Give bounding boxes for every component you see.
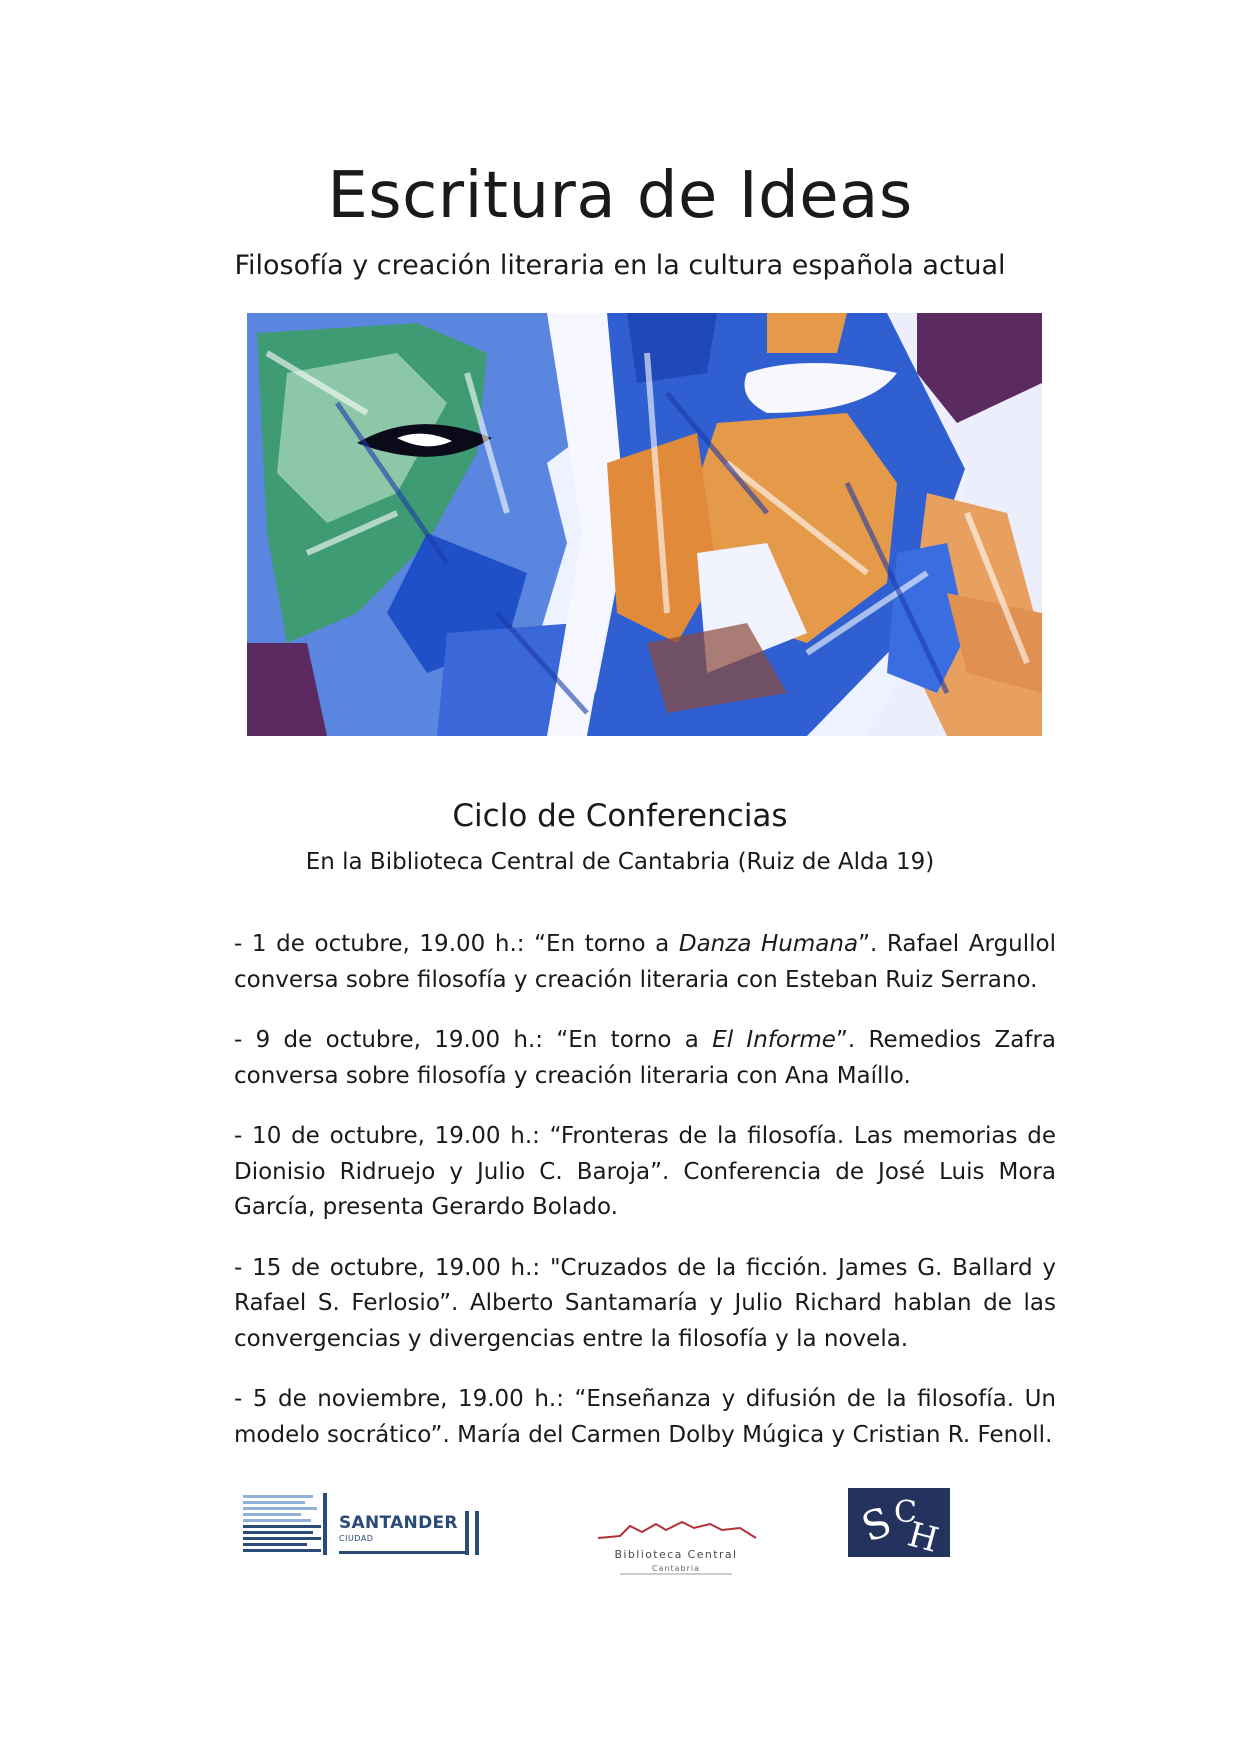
event-list: [234, 904, 1056, 1478]
event-item: - 1 de octubre, 19.00 h.: “En torno a Danza Humana”. Rafael Argullol conversa sobre filosofía y creación literaria con Esteban Ruiz Serrano.: [234, 931, 1057, 993]
biblioteca-subtitle: Cantabria: [651, 1564, 701, 1573]
event-item: - 9 de octubre, 19.00 h.: “En torno a El Informe”. Remedios Zafra conversa sobre filosofía y creación literaria con Ana Maíllo.: [234, 1027, 1057, 1089]
section-heading: Ciclo de Conferencias: [452, 798, 788, 834]
svg-text:C: C: [894, 1495, 917, 1530]
sch-monogram-icon: [848, 1488, 950, 1557]
page-subtitle: Filosofía y creación literaria en la cultura española actual: [234, 250, 1006, 281]
svg-text:S: S: [855, 1498, 898, 1552]
biblioteca-central-logo: [590, 1518, 762, 1578]
abstract-faces-painting-icon: [247, 313, 1042, 736]
venue-line: En la Biblioteca Central de Cantabria (Ruiz de Alda 19): [305, 849, 935, 875]
santander-wordmark: SANTANDER: [339, 1513, 458, 1533]
biblioteca-wordmark: Biblioteca Central: [614, 1548, 738, 1561]
event-item: - 15 de octubre, 19.00 h.: "Cruzados de la ficción. James G. Ballard y Rafael S. Ferlosio”. Alberto Santamaría y Julio Richard hablan de las convergencias y divergencias entre la filosofía y la novela.: [234, 1254, 1056, 1352]
santander-logo: [243, 1493, 488, 1556]
page-title: Escritura de Ideas: [327, 159, 913, 233]
svg-text:H: H: [903, 1514, 943, 1557]
event-item: - 10 de octubre, 19.00 h.: “Fronteras de la filosofía. Las memorias de Dionisio Ridruejo y Julio C. Baroja”. Conferencia de José Luis Mora García, presenta Gerardo Bolado.: [234, 1123, 1056, 1220]
santander-subtitle: CIUDAD: [339, 1534, 374, 1543]
event-item: - 5 de noviembre, 19.00 h.: “Enseñanza y difusión de la filosofía. Un modelo socrático”. María del Carmen Dolby Múgica y Cristian R. Fenoll.: [234, 1386, 1056, 1448]
